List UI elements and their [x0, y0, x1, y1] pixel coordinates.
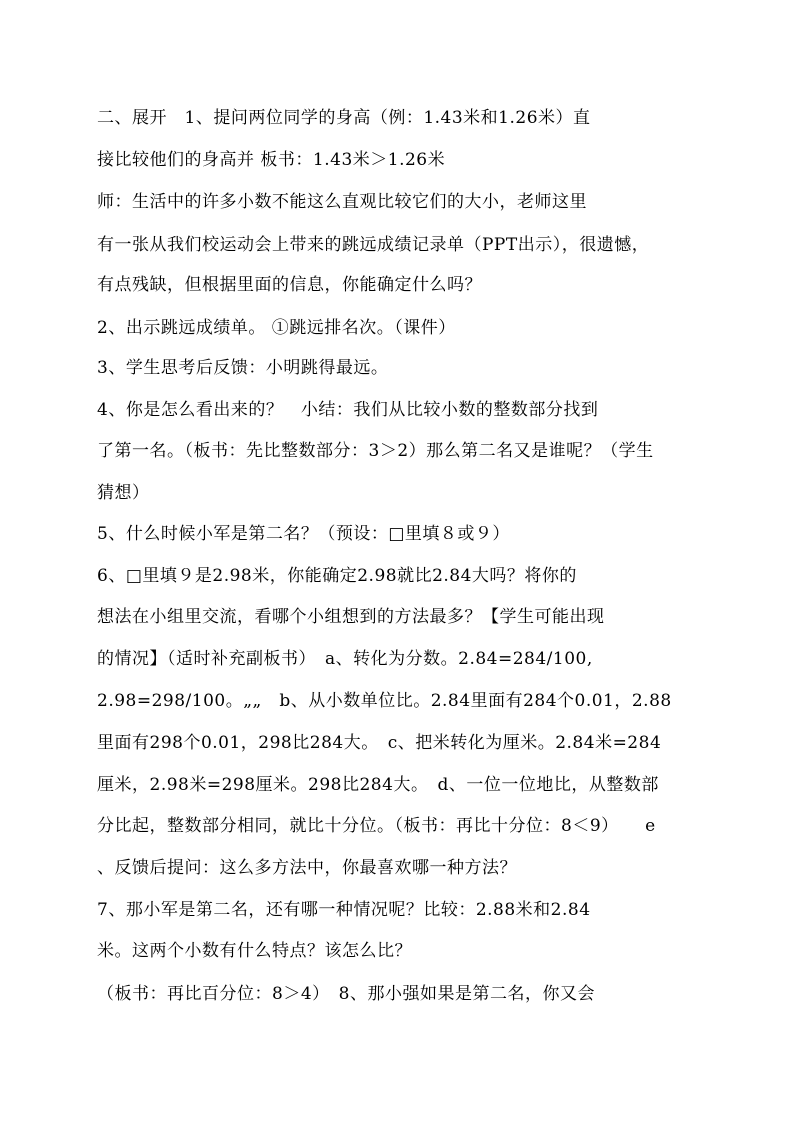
- text-line: 想法在小组里交流，看哪个小组想到的方法最多？【学生可能出现: [97, 607, 605, 627]
- text-line: 里面有298个0.01，298比284大。 c、把米转化为厘米。2.84米=284: [97, 733, 662, 753]
- text-line: （板书：再比百分位：8＞4） 8、那小强如果是第二名，你又会: [97, 984, 595, 1004]
- text-line: 了第一名。（板书：先比整数部分：3＞2）那么第二名又是谁呢？（学生: [97, 441, 654, 461]
- text-line: 猜想）: [97, 483, 150, 503]
- text-line: 厘米，2.98米=298厘米。298比284大。 d、一位一位地比，从整数部: [97, 775, 659, 795]
- text-line: 2、出示跳远成绩单。 ①跳远排名次。（课件）: [97, 318, 456, 338]
- text-line: 有一张从我们校运动会上带来的跳远成绩记录单（PPT出示），很遗憾，: [97, 235, 650, 255]
- text-line: 米。这两个小数有什么特点？该怎么比？: [97, 941, 412, 961]
- text-line: 4、你是怎么看出来的？ 小结：我们从比较小数的整数部分找到: [97, 400, 599, 420]
- text-line: 的情况】（适时补充副板书） a、转化为分数。2.84=284/100,: [97, 649, 593, 669]
- text-line: 二、展开 1、提问两位同学的身高（例：1.43米和1.26米）直: [97, 108, 591, 128]
- text-line: 接比较他们的身高并 板书：1.43米＞1.26米: [97, 150, 446, 170]
- text-line: 有点残缺，但根据里面的信息，你能确定什么吗？: [97, 275, 482, 295]
- text-line: 5、什么时候小军是第二名？（预设：□里填８或９）: [97, 524, 510, 544]
- text-line: 3、学生思考后反馈：小明跳得最远。: [97, 358, 389, 378]
- text-line: 6、□里填９是2.98米，你能确定2.98就比2.84大吗？将你的: [97, 566, 577, 586]
- text-line: 7、那小军是第二名，还有哪一种情况呢？比较：2.88米和2.84: [97, 900, 591, 920]
- text-line: 师：生活中的许多小数不能这么直观比较它们的大小，老师这里: [97, 192, 587, 212]
- text-line: 、反馈后提问：这么多方法中，你最喜欢哪一种方法？: [97, 858, 517, 878]
- text-line: 2.98=298/100。„„ b、从小数单位比。2.84里面有284个0.01，2.88: [97, 691, 672, 711]
- text-line: 分比起，整数部分相同，就比十分位。（板书：再比十分位：8＜9） e: [97, 816, 656, 836]
